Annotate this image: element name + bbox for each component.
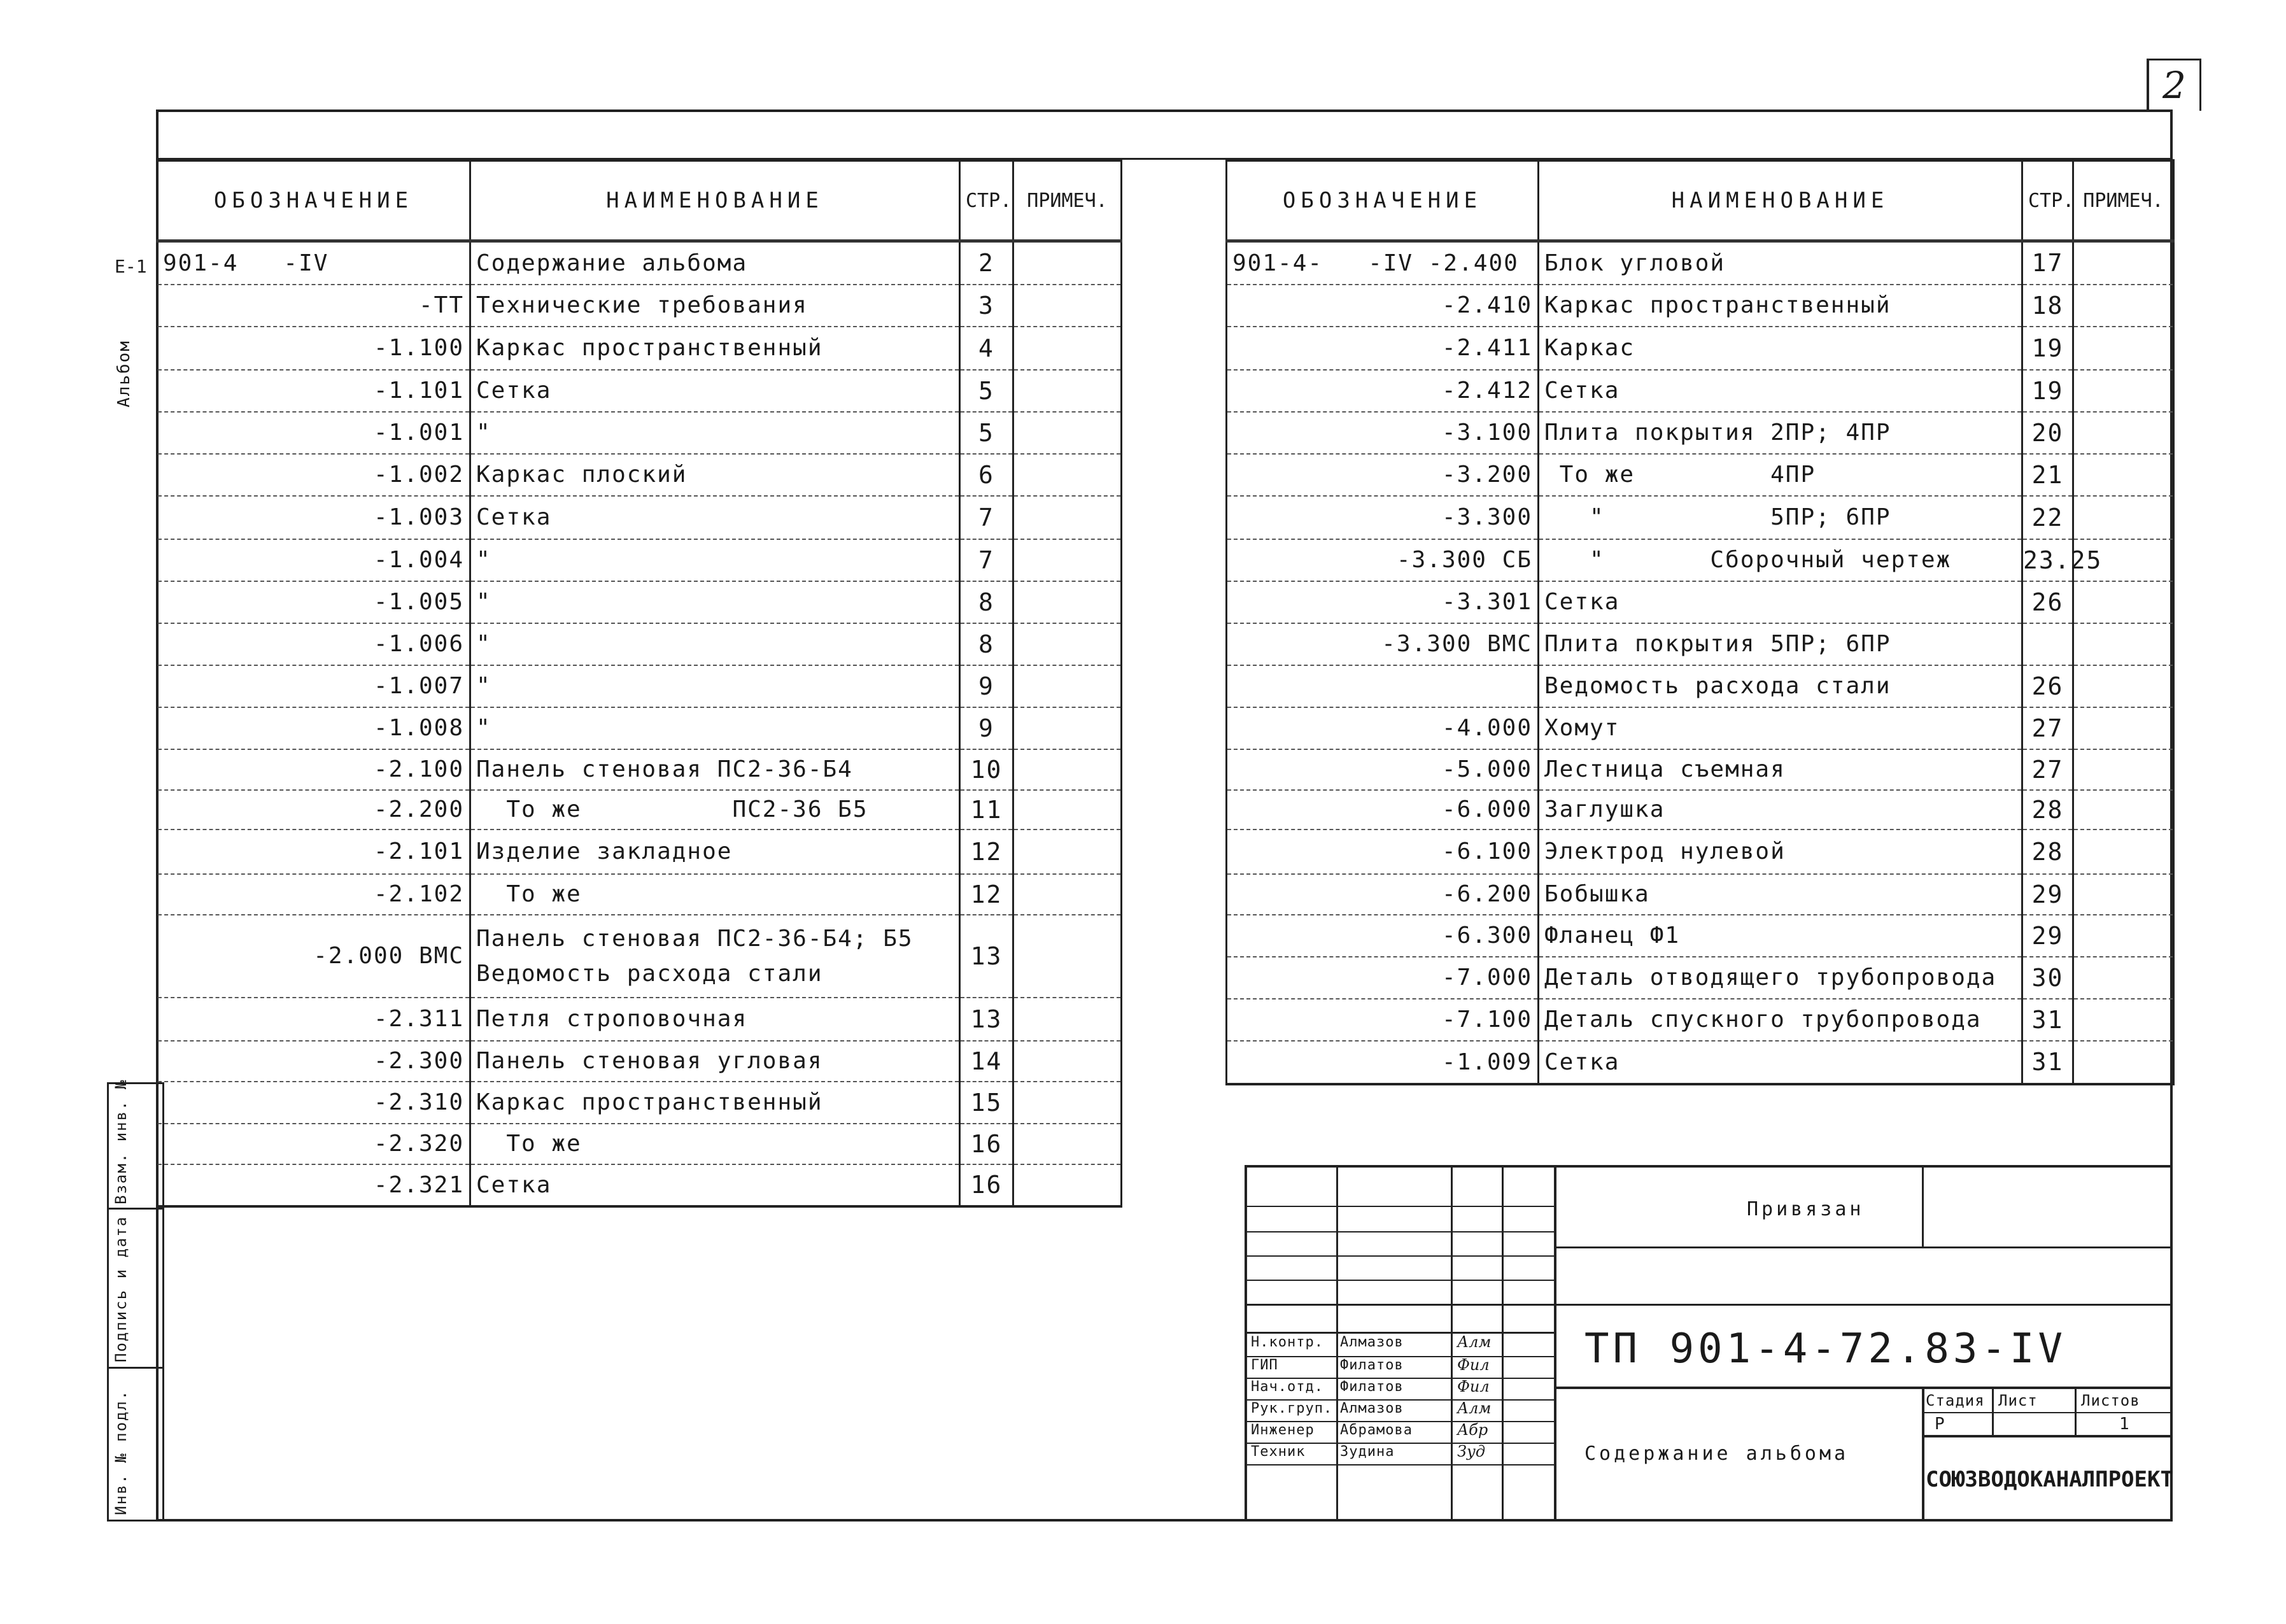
table-header-row	[157, 160, 1122, 241]
note-cell	[1013, 707, 1122, 749]
note-cell	[1013, 749, 1122, 790]
note-cell	[1013, 285, 1122, 327]
table-row	[157, 1164, 1122, 1206]
page-cell: 27	[2022, 707, 2073, 749]
table-row	[157, 496, 1122, 539]
header-page: СТР.	[960, 160, 1013, 241]
page-cell: 3	[960, 285, 1013, 327]
table-row	[157, 1082, 1122, 1124]
note-cell	[2073, 707, 2174, 749]
signatory-name: Алмазов	[1340, 1334, 1404, 1350]
page-cell: 27	[2022, 749, 2073, 790]
table-row	[1227, 412, 2174, 454]
page-cell: 6	[960, 454, 1013, 496]
note-cell	[2073, 581, 2174, 623]
table-row	[1227, 581, 2174, 623]
note-cell	[2073, 496, 2174, 539]
note-cell	[1013, 370, 1122, 412]
table-row	[157, 623, 1122, 665]
name-cell: Электрод нулевой	[1539, 830, 2022, 874]
right-contents-table	[1225, 159, 2175, 1085]
name-cell: "	[470, 665, 960, 707]
name-cell: Сетка	[470, 1164, 960, 1206]
designation-cell: -1.003	[157, 496, 470, 539]
designation-cell: -6.000	[1227, 790, 1539, 830]
table-row	[157, 915, 1122, 998]
page-cell: 31	[2022, 1041, 2073, 1084]
strip-label-inventory: Инв. № подл.	[112, 1389, 130, 1515]
table-row	[1227, 790, 2174, 830]
page-cell: 9	[960, 707, 1013, 749]
name-cell: Фланец Ф1	[1539, 915, 2022, 957]
table-row	[1227, 454, 2174, 496]
designation-cell: -2.411	[1227, 327, 1539, 370]
note-cell	[2073, 1041, 2174, 1084]
signatory-role: ГИП	[1251, 1357, 1278, 1373]
name-cell: Содержание альбома	[470, 241, 960, 285]
left-table-body	[157, 241, 1122, 1206]
tb-hline	[1247, 1464, 1554, 1465]
table-row	[157, 998, 1122, 1041]
page-cell: 5	[960, 412, 1013, 454]
name-cell: То же ПС2-36 Б5	[470, 790, 960, 830]
table-row	[1227, 707, 2174, 749]
designation-cell: -1.005	[157, 581, 470, 623]
signature: Алм	[1457, 1333, 1492, 1351]
page-cell: 2	[960, 241, 1013, 285]
table-row	[1227, 327, 2174, 370]
designation-cell: -2.000 ВМС	[157, 915, 470, 998]
note-cell	[2073, 285, 2174, 327]
designation-cell: 901-4 -IV	[157, 241, 470, 285]
designation-cell: -2.412	[1227, 370, 1539, 412]
designation-cell: -6.100	[1227, 830, 1539, 874]
signature: Алм	[1457, 1399, 1492, 1417]
designation-cell: -7.100	[1227, 999, 1539, 1041]
name-cell: Сетка	[470, 370, 960, 412]
page-cell: 8	[960, 623, 1013, 665]
name-cell: Плита покрытия 2ПР; 4ПР	[1539, 412, 2022, 454]
tb-hline	[1554, 1246, 2170, 1248]
note-cell	[1013, 454, 1122, 496]
tb-sheets-label: Листов	[2081, 1392, 2140, 1409]
table-row	[157, 581, 1122, 623]
note-cell	[2073, 665, 2174, 707]
page-cell: 29	[2022, 915, 2073, 957]
tb-organization: СОЮЗВОДОКАНАЛПРОЕКТ	[1926, 1467, 2173, 1492]
designation-cell: -3.301	[1227, 581, 1539, 623]
designation-cell: -2.300	[157, 1041, 470, 1082]
tb-vline	[1451, 1168, 1453, 1519]
strip-label-replace: Взам. инв. №	[112, 1078, 130, 1204]
table-row	[157, 370, 1122, 412]
name-cell: Панель стеновая ПС2-36-Б4	[470, 749, 960, 790]
name-cell: Лестница съемная	[1539, 749, 2022, 790]
header-page: СТР.	[2022, 160, 2073, 241]
page-cell: 26	[2022, 665, 2073, 707]
note-cell	[1013, 915, 1122, 998]
table-row	[157, 1124, 1122, 1164]
signatory-role: Н.контр.	[1251, 1334, 1323, 1350]
table-row	[1227, 496, 2174, 539]
signatory-role: Инженер	[1251, 1422, 1315, 1438]
signatory-role: Нач.отд.	[1251, 1379, 1323, 1395]
header-name: НАИМЕНОВАНИЕ	[1539, 160, 2022, 241]
name-cell: Деталь спускного трубопровода	[1539, 999, 2022, 1041]
tb-vline	[1992, 1387, 1994, 1435]
page-cell: 8	[960, 581, 1013, 623]
table-row	[157, 830, 1122, 874]
name-cell: Сетка	[470, 496, 960, 539]
e-mark: Е-1	[115, 256, 147, 277]
name-cell: Сетка	[1539, 370, 2022, 412]
name-cell: Сетка	[1539, 581, 2022, 623]
designation-cell: -3.300	[1227, 496, 1539, 539]
name-cell: Бобышка	[1539, 874, 2022, 915]
designation-cell	[1227, 665, 1539, 707]
table-row	[157, 665, 1122, 707]
tb-vline	[1554, 1168, 1556, 1519]
name-cell: То же	[470, 1124, 960, 1164]
tb-hline	[1247, 1304, 2170, 1306]
designation-cell: -1.004	[157, 539, 470, 581]
signature: Абр	[1457, 1421, 1488, 1439]
designation-cell: -1.006	[157, 623, 470, 665]
name-cell: То же	[470, 874, 960, 915]
signatory-name: Филатов	[1340, 1379, 1404, 1395]
note-cell	[2073, 241, 2174, 285]
page-cell	[2022, 623, 2073, 665]
right-table-body	[1227, 241, 2174, 1084]
table-row	[1227, 241, 2174, 285]
page-cell: 5	[960, 370, 1013, 412]
name-cell: Каркас пространственный	[470, 327, 960, 370]
title-block	[1245, 1165, 2173, 1522]
tb-project-code: ТП 901-4-72.83-IV	[1584, 1325, 2067, 1373]
table-row	[1227, 749, 2174, 790]
designation-cell: -1.007	[157, 665, 470, 707]
page-cell: 30	[2022, 957, 2073, 999]
header-designation: ОБОЗНАЧЕНИЕ	[157, 160, 470, 241]
note-cell	[2073, 999, 2174, 1041]
name-cell: "	[470, 707, 960, 749]
tb-vline	[1922, 1387, 1924, 1519]
designation-cell: -1.001	[157, 412, 470, 454]
name-cell: Сетка	[1539, 1041, 2022, 1084]
page-cell: 29	[2022, 874, 2073, 915]
designation-cell: -1.002	[157, 454, 470, 496]
tb-hline	[1247, 1332, 1554, 1334]
header-note: ПРИМЕЧ.	[1013, 160, 1122, 241]
sheet-number: 2	[2147, 59, 2201, 111]
table-row	[1227, 830, 2174, 874]
designation-cell: -2.101	[157, 830, 470, 874]
table-row	[1227, 1041, 2174, 1084]
page-cell: 17	[2022, 241, 2073, 285]
tb-vline	[2075, 1387, 2077, 1435]
note-cell	[1013, 874, 1122, 915]
page-cell: 18	[2022, 285, 2073, 327]
table-row	[157, 790, 1122, 830]
name-cell: "	[470, 539, 960, 581]
note-cell	[2073, 915, 2174, 957]
name-cell: Панель стеновая угловая	[470, 1041, 960, 1082]
designation-cell: -6.200	[1227, 874, 1539, 915]
page-cell: 23.25	[2022, 539, 2073, 581]
page-cell: 12	[960, 830, 1013, 874]
tb-sheet-label: Лист	[1998, 1392, 2038, 1409]
page-cell: 7	[960, 539, 1013, 581]
table-row	[157, 327, 1122, 370]
tb-stage-label: Стадия	[1926, 1392, 1985, 1409]
name-cell: " Сборочный чертеж	[1539, 539, 2022, 581]
table-row	[1227, 999, 2174, 1041]
note-cell	[2073, 957, 2174, 999]
note-cell	[1013, 539, 1122, 581]
designation-cell: -1.009	[1227, 1041, 1539, 1084]
tb-hline	[1247, 1206, 1554, 1207]
page-cell: 19	[2022, 327, 2073, 370]
name-cell: Каркас пространственный	[1539, 285, 2022, 327]
name-cell: Каркас	[1539, 327, 2022, 370]
designation-cell: -7.000	[1227, 957, 1539, 999]
page-cell: 16	[960, 1124, 1013, 1164]
tb-hline	[1922, 1412, 2170, 1413]
note-cell	[1013, 1041, 1122, 1082]
note-cell	[1013, 412, 1122, 454]
signatory-role: Рук.груп.	[1251, 1401, 1333, 1416]
designation-cell: -4.000	[1227, 707, 1539, 749]
designation-cell: -2.100	[157, 749, 470, 790]
table-row	[1227, 623, 2174, 665]
designation-cell: -3.200	[1227, 454, 1539, 496]
name-cell: Технические требования	[470, 285, 960, 327]
designation-cell: -2.321	[157, 1164, 470, 1206]
table-row	[157, 874, 1122, 915]
name-cell: Хомут	[1539, 707, 2022, 749]
note-cell	[1013, 327, 1122, 370]
table-row	[157, 241, 1122, 285]
table-row	[1227, 874, 2174, 915]
page-cell: 12	[960, 874, 1013, 915]
page-cell: 9	[960, 665, 1013, 707]
signature: Зуд	[1457, 1443, 1486, 1460]
name-cell: Блок угловой	[1539, 241, 2022, 285]
tb-bound-label: Привязан	[1747, 1198, 1865, 1220]
tb-hline	[1554, 1387, 2170, 1389]
page-cell: 28	[2022, 830, 2073, 874]
designation-cell: 901-4- -IV -2.400	[1227, 241, 1539, 285]
tb-stage-value: Р	[1935, 1415, 1945, 1434]
table-row	[1227, 285, 2174, 327]
note-cell	[1013, 1082, 1122, 1124]
table-row	[157, 1041, 1122, 1082]
name-cell: Заглушка	[1539, 790, 2022, 830]
designation-cell: -2.310	[157, 1082, 470, 1124]
header-designation: ОБОЗНАЧЕНИЕ	[1227, 160, 1539, 241]
page-cell: 19	[2022, 370, 2073, 412]
signatory-name: Алмазов	[1340, 1401, 1404, 1416]
tb-hline	[1922, 1435, 2170, 1437]
page-cell: 10	[960, 749, 1013, 790]
signatory-name: Филатов	[1340, 1357, 1404, 1373]
note-cell	[1013, 241, 1122, 285]
designation-cell: -2.200	[157, 790, 470, 830]
note-cell	[2073, 327, 2174, 370]
page-cell: 14	[960, 1041, 1013, 1082]
designation-cell: -2.320	[157, 1124, 470, 1164]
page-cell: 16	[960, 1164, 1013, 1206]
page-cell: 11	[960, 790, 1013, 830]
designation-cell: -1.008	[157, 707, 470, 749]
name-cell	[470, 915, 960, 998]
note-cell	[1013, 623, 1122, 665]
header-note: ПРИМЕЧ.	[2073, 160, 2174, 241]
table-row	[157, 454, 1122, 496]
page-cell: 31	[2022, 999, 2073, 1041]
table-row	[157, 707, 1122, 749]
name-cell: Изделие закладное	[470, 830, 960, 874]
name-line: Ведомость расхода стали	[476, 960, 823, 987]
note-cell	[2073, 830, 2174, 874]
note-cell	[1013, 830, 1122, 874]
note-cell	[2073, 412, 2174, 454]
page-cell: 22	[2022, 496, 2073, 539]
tb-hline	[1247, 1231, 1554, 1232]
table-row	[1227, 915, 2174, 957]
name-cell: "	[470, 581, 960, 623]
designation-cell: -1.100	[157, 327, 470, 370]
note-cell	[2073, 749, 2174, 790]
table-header-row	[1227, 160, 2174, 241]
tb-vline	[1502, 1168, 1504, 1519]
page-cell: 7	[960, 496, 1013, 539]
note-cell	[1013, 496, 1122, 539]
name-cell: Плита покрытия 5ПР; 6ПР	[1539, 623, 2022, 665]
designation-cell: -2.311	[157, 998, 470, 1041]
note-cell	[2073, 874, 2174, 915]
signatory-role: Техник	[1251, 1444, 1306, 1460]
name-line: Панель стеновая ПС2-36-Б4; Б5	[476, 925, 914, 952]
page-cell: 26	[2022, 581, 2073, 623]
table-row	[1227, 539, 2174, 581]
note-cell	[2073, 454, 2174, 496]
page-cell: 15	[960, 1082, 1013, 1124]
note-cell	[2073, 623, 2174, 665]
page-cell: 13	[960, 998, 1013, 1041]
name-cell: Петля строповочная	[470, 998, 960, 1041]
header-name: НАИМЕНОВАНИЕ	[470, 160, 960, 241]
tb-vline	[1336, 1168, 1338, 1519]
name-cell: Ведомость расхода стали	[1539, 665, 2022, 707]
designation-cell: -2.102	[157, 874, 470, 915]
signatory-name: Зудина	[1340, 1444, 1395, 1460]
strip-label-signature: Подпись и дата	[112, 1215, 130, 1362]
album-label: Альбом	[115, 340, 134, 407]
tb-hline	[1247, 1255, 1554, 1257]
left-contents-table	[156, 159, 1122, 1208]
page-cell: 28	[2022, 790, 2073, 830]
table-row	[1227, 957, 2174, 999]
table-row	[157, 412, 1122, 454]
designation-cell: -3.100	[1227, 412, 1539, 454]
name-cell: "	[470, 623, 960, 665]
signature: Фил	[1457, 1378, 1490, 1395]
designation-cell: -3.300 СБ	[1227, 539, 1539, 581]
note-cell	[1013, 790, 1122, 830]
page-cell: 13	[960, 915, 1013, 998]
page-cell: 4	[960, 327, 1013, 370]
tb-hline	[1247, 1280, 1554, 1281]
note-cell	[2073, 790, 2174, 830]
name-cell: " 5ПР; 6ПР	[1539, 496, 2022, 539]
name-cell: Деталь отводящего трубопровода	[1539, 957, 2022, 999]
table-row	[157, 285, 1122, 327]
signatory-name: Абрамова	[1340, 1422, 1413, 1438]
note-cell	[1013, 1164, 1122, 1206]
designation-cell: -1.101	[157, 370, 470, 412]
page-cell: 20	[2022, 412, 2073, 454]
tb-sheets-value: 1	[2119, 1415, 2130, 1434]
name-cell: "	[470, 412, 960, 454]
table-row	[1227, 665, 2174, 707]
name-cell: Каркас пространственный	[470, 1082, 960, 1124]
signature: Фил	[1457, 1356, 1490, 1374]
note-cell	[2073, 370, 2174, 412]
tb-sheet-title: Содержание альбома	[1584, 1443, 1849, 1465]
page-cell: 21	[2022, 454, 2073, 496]
note-cell	[1013, 665, 1122, 707]
designation-cell: -2.410	[1227, 285, 1539, 327]
note-cell	[1013, 1124, 1122, 1164]
note-cell	[1013, 998, 1122, 1041]
table-row	[1227, 370, 2174, 412]
table-row	[157, 539, 1122, 581]
designation-cell: -5.000	[1227, 749, 1539, 790]
name-cell: Каркас плоский	[470, 454, 960, 496]
tb-vline	[1922, 1168, 1924, 1246]
table-row	[157, 749, 1122, 790]
name-cell: То же 4ПР	[1539, 454, 2022, 496]
designation-cell: -6.300	[1227, 915, 1539, 957]
designation-cell: -ТТ	[157, 285, 470, 327]
note-cell	[1013, 581, 1122, 623]
designation-cell: -3.300 ВМС	[1227, 623, 1539, 665]
